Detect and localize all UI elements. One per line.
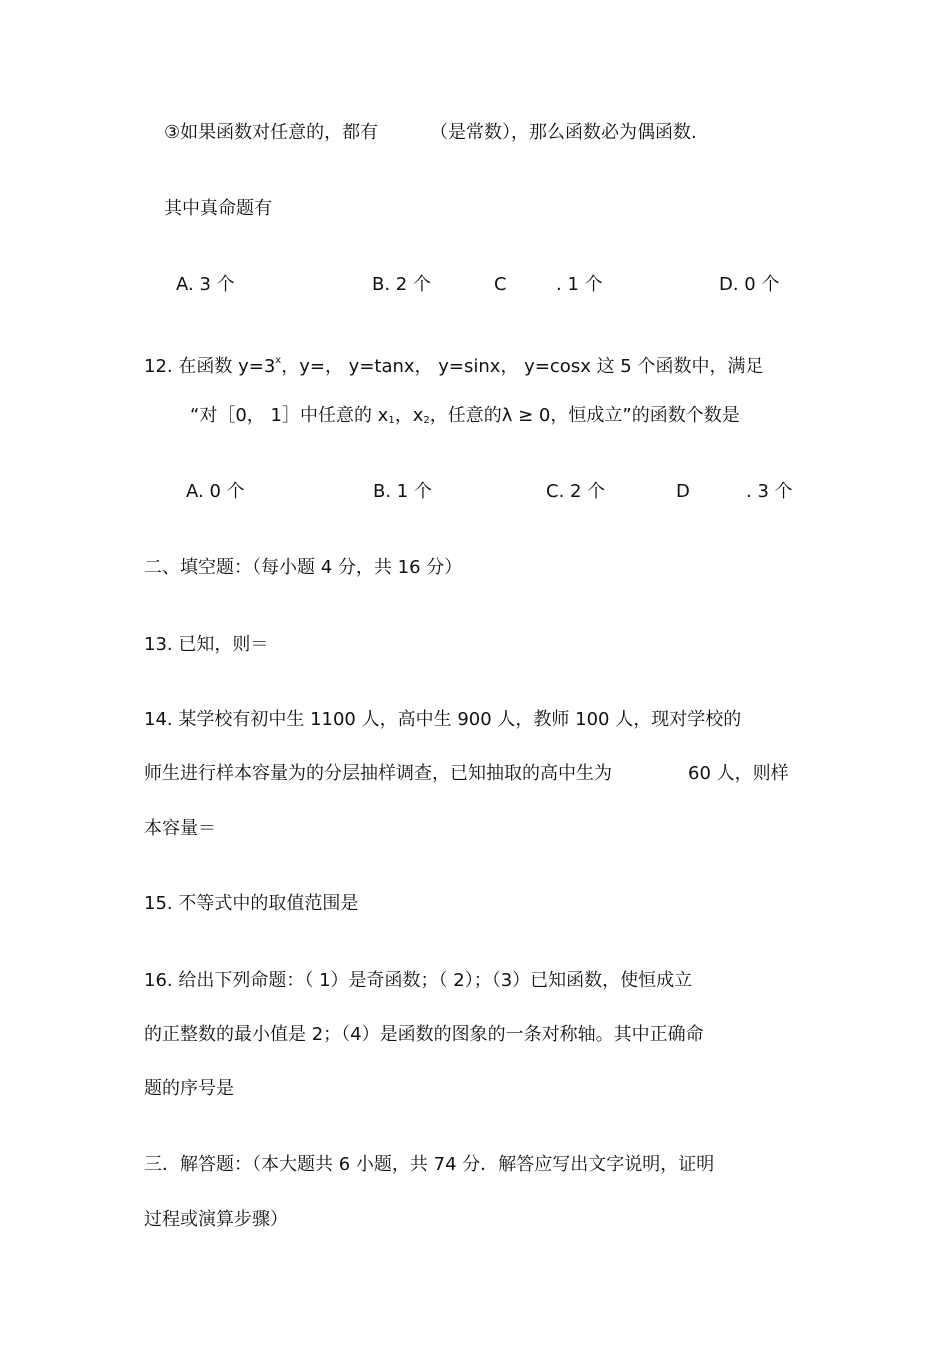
q11-option-d: D. 0 个: [719, 274, 780, 295]
section-2-heading: 二、填空题：（每小题 4 分，共 16 分）: [144, 557, 463, 578]
q12-option-d-letter: D: [676, 481, 690, 502]
q12-superscript: x: [275, 355, 282, 366]
q11-option-c-letter: C: [494, 274, 507, 295]
question-13: 13. 已知，则＝: [144, 634, 269, 655]
true-propositions-label: 其中真命题有: [164, 198, 272, 219]
q12-line2-a: “对［0， 1］中任意的 x: [190, 405, 389, 426]
question-14-line-2-b: 60 人，则样: [688, 763, 789, 784]
q12-text-b: ，y=， y=tanx， y=sinx， y=cosx 这 5 个函数中，满足: [281, 356, 764, 377]
question-16-line-1: 16. 给出下列命题：（ 1）是奇函数；（ 2）；（3）已知函数，使恒成立: [144, 970, 693, 991]
question-16-line-2: 的正整数的最小值是 2；（4）是函数的图象的一条对称轴。其中正确命: [144, 1024, 704, 1045]
q12-option-a: A. 0 个: [186, 481, 245, 502]
q11-option-c-value: . 1 个: [556, 274, 603, 295]
q12-subscript-1: 1: [388, 415, 395, 426]
proposition-3-part-a: ③如果函数对任意的，都有: [164, 122, 379, 143]
q12-text-a: 在函数 y=3: [178, 356, 276, 377]
question-14-line-3: 本容量＝: [144, 818, 216, 839]
q12-line2-b: ，x: [394, 405, 424, 426]
q12-line2-c: ，任意的λ ≥ 0，恒成立”的函数个数是: [429, 405, 740, 426]
q12-option-c: C. 2 个: [546, 481, 606, 502]
q12-subscript-2: 2: [423, 415, 430, 426]
question-15: 15. 不等式中的取值范围是: [144, 893, 359, 914]
section-3-heading-line-1: 三．解答题：（本大题共 6 小题，共 74 分．解答应写出文字说明，证明: [144, 1154, 715, 1175]
q11-option-b: B. 2 个: [372, 274, 431, 295]
q11-option-a: A. 3 个: [176, 274, 235, 295]
q12-option-b: B. 1 个: [373, 481, 432, 502]
q12-number: 12.: [144, 356, 173, 377]
question-14-line-1: 14. 某学校有初中生 1100 人，高中生 900 人，教师 100 人，现对学校的: [144, 709, 742, 730]
question-12-line-1: [144, 349, 763, 379]
question-16-line-3: 题的序号是: [144, 1078, 234, 1099]
q12-option-d-value: . 3 个: [746, 481, 793, 502]
section-3-heading-line-2: 过程或演算步骤）: [144, 1209, 288, 1230]
question-14-line-2-a: 师生进行样本容量为的分层抽样调查，已知抽取的高中生为: [144, 763, 612, 784]
question-12-line-2: [190, 404, 740, 433]
proposition-3-part-b: （是常数），那么函数必为偶函数.: [430, 122, 697, 143]
